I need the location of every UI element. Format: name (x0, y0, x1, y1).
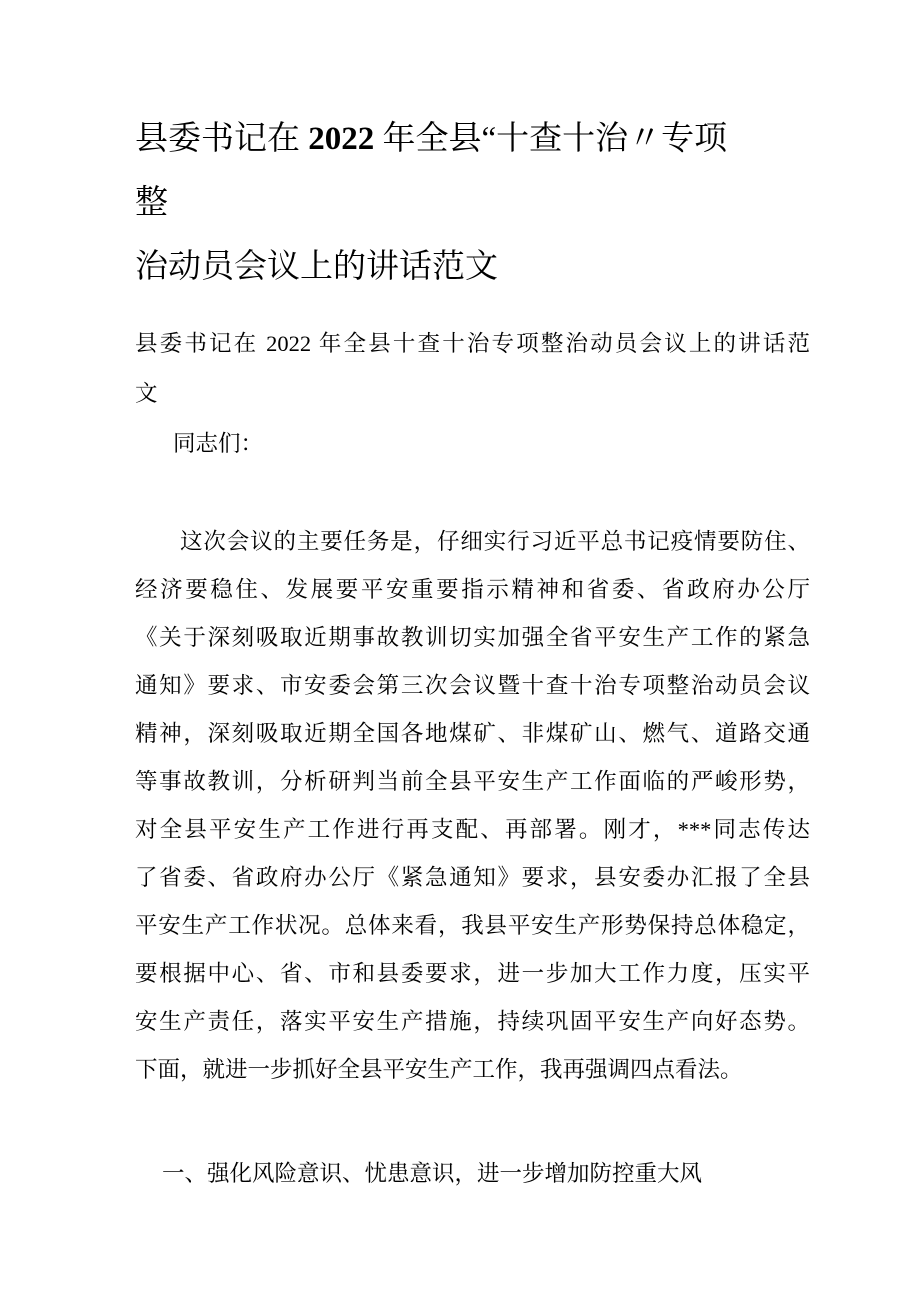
paragraph-line: 通知》要求、市安委会第三次会议暨十查十治专项整治动员会议 (135, 673, 810, 698)
paragraph-line: 精神，深刻吸取近期全国各地煤矿、非煤矿山、燃气、道路交通 (135, 721, 810, 746)
title-line-1-prefix: 县委书记在 (135, 121, 309, 157)
paragraph-line: 等事故教训，分析研判当前全县平安生产工作面临的严峻形势， (135, 769, 810, 794)
subtitle-line-2: 文 (135, 381, 158, 406)
paragraph-line: 下面，就进一步抓好全县平安生产工作，我再强调四点看法。 (135, 1057, 743, 1082)
subtitle-line-1: 县委书记在 2022 年全县十查十治专项整治动员会议上的讲话范 (135, 331, 810, 356)
title-year: 2022 (308, 121, 375, 157)
main-paragraph (135, 518, 810, 1094)
title-line-3: 治动员会议上的讲话范文 (135, 249, 498, 285)
paragraph-line: 要根据中心、省、市和县委要求，进一步加大工作力度，压实平 (135, 961, 810, 986)
subtitle (135, 319, 810, 419)
section-heading: 一、强化风险意识、忧患意识，进一步增加防控重大风 (162, 1161, 703, 1186)
paragraph-line: 平安生产工作状况。总体来看，我县平安生产形势保持总体稳定， (135, 913, 810, 938)
document-title (135, 107, 810, 299)
paragraph-line: 对全县平安生产工作进行再支配、再部署。刚才，***同志传达 (135, 817, 810, 842)
paragraph-line: 经济要稳住、发展要平安重要指示精神和省委、省政府办公厅 (135, 577, 810, 602)
greeting: 同志们： (173, 431, 264, 456)
title-line-1 (135, 107, 810, 171)
paragraph-line: 了省委、省政府办公厅《紧急通知》要求，县安委办汇报了全县 (135, 865, 810, 890)
title-line-1-suffix: 年全县“十查十治〃专项 (374, 121, 728, 157)
paragraph-line: 安生产责任，落实平安生产措施，持续巩固平安生产向好态势。 (135, 1009, 810, 1034)
title-line-2: 整 (135, 185, 168, 221)
paragraph-line: 《关于深刻吸取近期事故教训切实加强全省平安生产工作的紧急 (135, 625, 810, 650)
paragraph-line: 这次会议的主要任务是，仔细实行习近平总书记疫情要防住、 (180, 529, 810, 554)
